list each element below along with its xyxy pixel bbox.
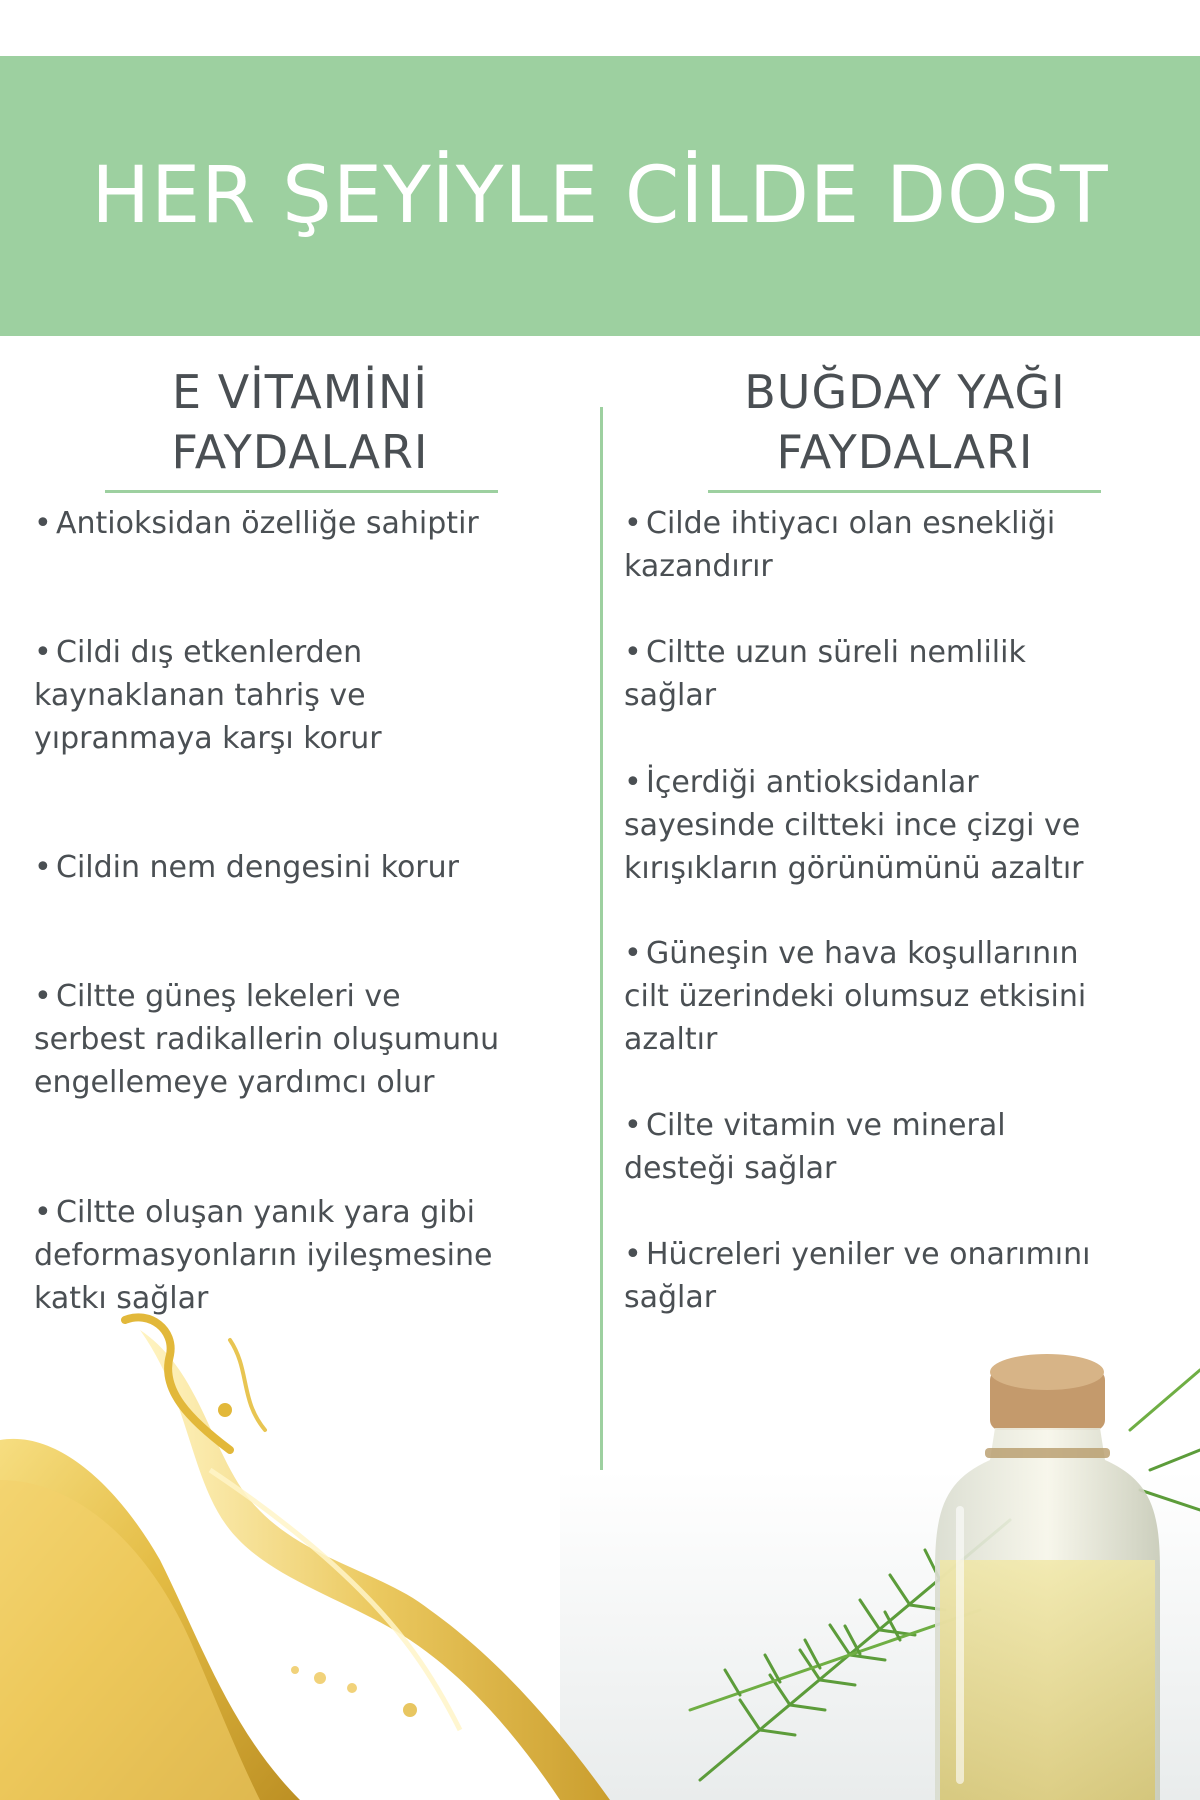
wheat-oil-heading-line1: BUĞDAY YAĞI [744, 365, 1066, 419]
benefit-text: Güneşin ve hava koşullarının [646, 936, 1079, 971]
benefit-text: desteği sağlar [624, 1151, 837, 1186]
wheat-oil-benefit [624, 1233, 1091, 1319]
benefit-text: kırışıkların görünümünü azaltır [624, 851, 1084, 886]
benefit-text: Ciltte oluşan yanık yara gibi [56, 1195, 475, 1230]
benefit-text: sayesinde ciltteki ince çizgi ve [624, 808, 1081, 843]
bullet: • [34, 635, 52, 670]
benefit-text: Cildin nem dengesini korur [56, 850, 459, 885]
benefit-text: serbest radikallerin oluşumunu [34, 1022, 500, 1057]
benefit-text: Hücreleri yeniler ve onarımını [646, 1237, 1091, 1272]
bullet: • [624, 1108, 642, 1143]
benefit-text: yıpranmaya karşı korur [34, 721, 382, 756]
wheat-oil-heading-line2: FAYDALARI [776, 425, 1034, 479]
benefit-text: sağlar [624, 1280, 717, 1315]
benefit-text: engellemeye yardımcı olur [34, 1065, 435, 1100]
wheat-oil-benefit [624, 631, 1026, 717]
vitamin-e-benefit [34, 1191, 492, 1320]
benefit-text: İçerdiği antioksidanlar [646, 765, 979, 800]
bullet: • [34, 506, 52, 541]
benefit-text: kaynaklanan tahriş ve [34, 678, 366, 713]
title-banner [0, 56, 1200, 336]
bullet: • [624, 765, 642, 800]
wheat-oil-benefit [624, 932, 1086, 1061]
bullet: • [34, 1195, 52, 1230]
benefit-text: Antioksidan özelliğe sahiptir [56, 506, 479, 541]
wheat-oil-benefit [624, 502, 1055, 588]
vitamin-e-heading-line2: FAYDALARI [171, 425, 429, 479]
vitamin-e-benefit [34, 502, 479, 545]
wheat-oil-heading-underline [708, 490, 1101, 493]
vitamin-e-heading-underline [105, 490, 498, 493]
vitamin-e-benefit [34, 631, 382, 760]
bullet: • [34, 979, 52, 1014]
benefit-text: Ciltte güneş lekeleri ve [56, 979, 401, 1014]
oil-and-bottle-illustration [0, 1310, 1200, 1800]
oil-splash-icon [0, 1317, 610, 1800]
benefit-text: kazandırır [624, 549, 773, 584]
benefit-text: deformasyonların iyileşmesine [34, 1238, 493, 1273]
bullet: • [624, 506, 642, 541]
bullet: • [624, 936, 642, 971]
vitamin-e-benefit [34, 975, 499, 1104]
benefit-text: Cilte vitamin ve mineral [646, 1108, 1006, 1143]
benefit-text: sağlar [624, 678, 717, 713]
vitamin-e-heading-line1: E VİTAMİNİ [172, 365, 428, 419]
benefit-text: cilt üzerindeki olumsuz etkisini [624, 979, 1087, 1014]
wheat-oil-heading [620, 362, 1190, 482]
bullet: • [624, 635, 642, 670]
page-title: HER ŞEYİYLE CİLDE DOST [91, 151, 1109, 241]
bullet: • [624, 1237, 642, 1272]
benefit-text: Cilde ihtiyacı olan esnekliği [646, 506, 1056, 541]
vitamin-e-heading [40, 362, 560, 482]
benefit-text: Cildi dış etkenlerden [56, 635, 363, 670]
benefit-text: Ciltte uzun süreli nemlilik [646, 635, 1026, 670]
benefit-text: katkı sağlar [34, 1281, 209, 1316]
vitamin-e-benefit [34, 846, 459, 889]
bullet: • [34, 850, 52, 885]
benefit-text: azaltır [624, 1022, 718, 1057]
glass-bottle-icon [935, 1354, 1160, 1800]
wheat-oil-benefit [624, 761, 1084, 890]
wheat-oil-benefit [624, 1104, 1006, 1190]
